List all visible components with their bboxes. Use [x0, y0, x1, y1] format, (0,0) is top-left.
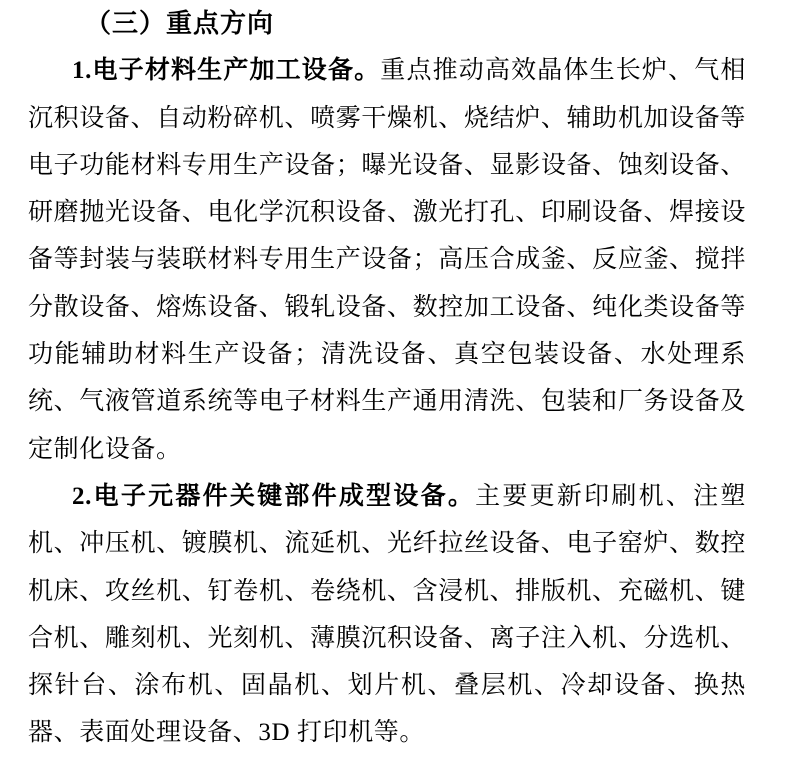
paragraph-2-body: 主要更新印刷机、注塑机、冲压机、镀膜机、流延机、光纤拉丝设备、电子窑炉、数控机床、攻丝机、钉卷机、卷绕机、含浸机、排版机、充磁机、键合机、雕刻机、光刻机、薄膜沉积设备、离子注入机、分选机、探针台、涂布机、固晶机、划片机、叠层机、冷却设备、换热器、表面处理设备、3D 打印机等。	[28, 482, 746, 747]
paragraph-2-lead: 2.电子元器件关键部件成型设备。	[72, 482, 476, 510]
section-heading: （三）重点方向	[85, 9, 275, 38]
paragraph-1-lead: 1.电子材料生产加工设备。	[72, 57, 381, 85]
paragraph-electronic-components	[28, 473, 746, 757]
paragraph-1-body: 重点推动高效晶体生长炉、气相沉积设备、自动粉碎机、喷雾干燥机、烧结炉、辅助机加设备等电子功能材料专用生产设备；曝光设备、显影设备、蚀刻设备、研磨抛光设备、电化学沉积设备、激光打孔、印刷设备、焊接设备等封装与装联材料专用生产设备；高压合成釜、反应釜、搅拌分散设备、熔炼设备、锻轧设备、数控加工设备、纯化类设备等功能辅助材料生产设备；清洗设备、真空包装设备、水处理系统、气液管道系统等电子材料生产通用清洗、包装和厂务设备及定制化设备。	[28, 57, 746, 463]
paragraph-electronic-materials	[28, 47, 746, 473]
